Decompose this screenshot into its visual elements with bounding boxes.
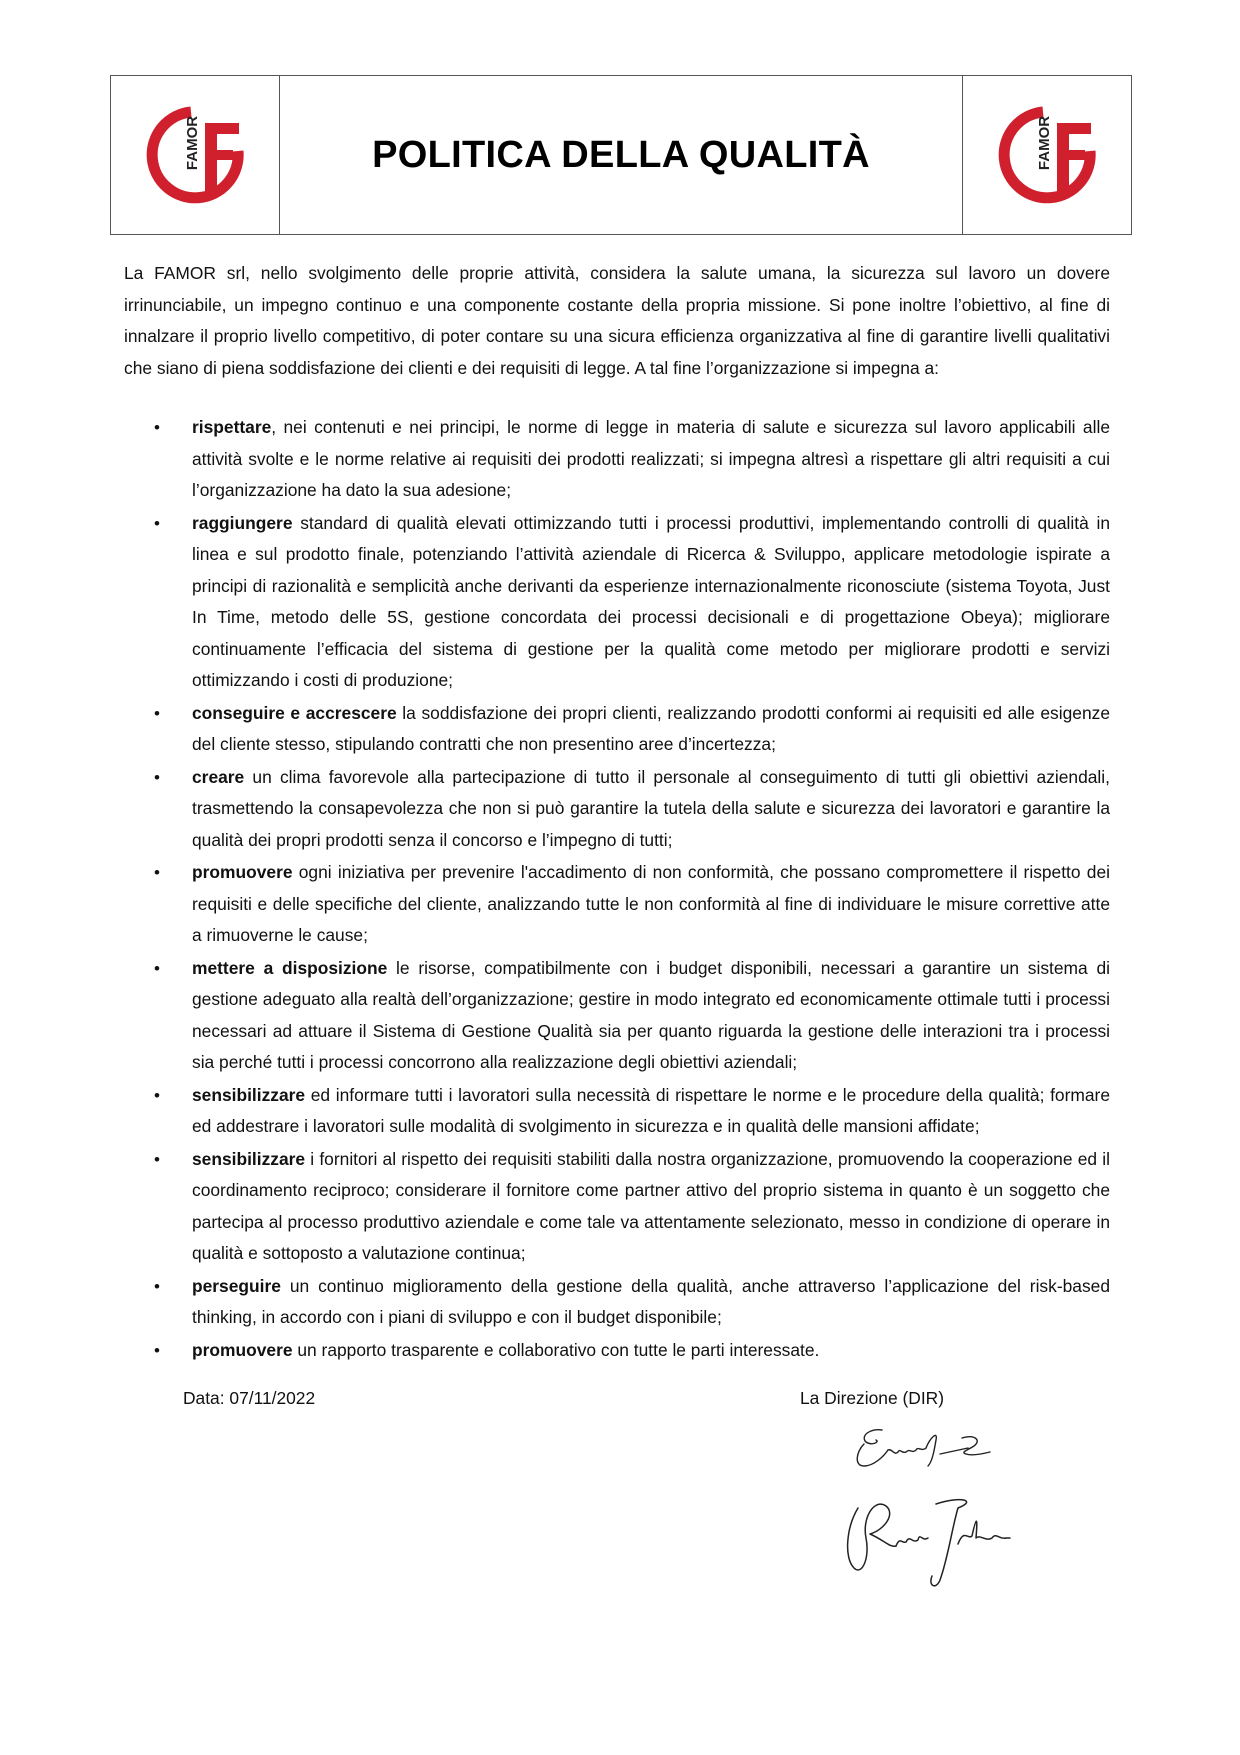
bullet-icon: • [154, 418, 160, 437]
list-item [124, 1144, 1110, 1270]
logo-cell-left [111, 76, 280, 234]
signature-2 [848, 1500, 1010, 1586]
item-lead: perseguire [192, 1275, 281, 1296]
item-text: standard di qualità elevati ottimizzando tutti i processi produttivi, implementando controlli di qualità in linea e sul prodotto finale, potenziando l’attività aziendale di Ricerca & Sviluppo, applicare metodologie ispirate a principi di razionalità e semplicità anche derivanti da esperienze internazionalmente riconosciute (sistema Toyota, Just In Time, metodo delle 5S, gestione concordata dei processi decisionali e di progettazione Obeya); migliorare continuamente l’efficacia del sistema di gestione per la qualità come metodo per migliorare prodotti e servizi ottimizzando i costi di produzione; [192, 512, 1110, 690]
list-item [124, 1080, 1110, 1143]
signature-1 [857, 1430, 990, 1466]
list-item [124, 762, 1110, 857]
logo-cell-right [962, 76, 1131, 234]
header-table [110, 75, 1132, 235]
list-item [124, 1271, 1110, 1334]
document-date: Data: 07/11/2022 [183, 1388, 316, 1408]
item-text: ogni iniziativa per prevenire l'accadimento di non conformità, che possano compromettere il rispetto dei requisiti e delle specifiche del cliente, analizzando tutte le non conformità al fine di individuare le misure correttive atte a rimuoverne le cause; [192, 862, 1110, 945]
page-title: POLITICA DELLA QUALITÀ [372, 133, 870, 176]
item-text: la soddisfazione dei propri clienti, realizzando prodotti conformi ai requisiti ed alle esigenze del cliente stesso, stipulando contratti che non presentino aree d’incertezza; [192, 702, 1110, 754]
item-text: un continuo miglioramento della gestione della qualità, anche attraverso l’applicazione del risk-based thinking, in accordo con i piani di sviluppo e con il budget disponibile; [192, 1275, 1110, 1327]
bullet-icon: • [154, 863, 160, 882]
item-lead: rispettare [192, 417, 272, 437]
item-text: ed informare tutti i lavoratori sulla necessità di rispettare le norme e le procedure della qualità; formare ed addestrare i lavoratori sulle modalità di svolgimento in sicurezza e in qualità delle mansioni affidate; [192, 1084, 1110, 1136]
bullet-icon: • [154, 513, 160, 533]
item-lead: promuovere [192, 1339, 293, 1360]
item-lead: creare [192, 766, 245, 787]
item-lead: raggiungere [192, 512, 293, 533]
signatory-label: La Direzione (DIR) [800, 1388, 944, 1408]
item-lead: sensibilizzare [192, 1084, 306, 1105]
bullet-icon: • [154, 1149, 160, 1169]
list-item [124, 508, 1110, 697]
item-text: un rapporto trasparente e collaborativo con tutte le parti interessate. [292, 1339, 820, 1360]
list-item [124, 857, 1110, 952]
item-text: le risorse, compatibilmente con i budget disponibili, necessari a garantire un sistema di gestione adeguato alla realtà dell’organizzazione; gestire in modo integrato ed economicamente ottimale tutti i processi necessari ad attuare il Sistema di Gestione Qualità sia per quanto riguarda la gestione delle interazioni tra i processi sia perché tutti i processi concorrono alla realizzazione degli obiettivi aziendali; [192, 957, 1110, 1072]
item-text: un clima favorevole alla partecipazione di tutto il personale al conseguimento di tutti gli obiettivi aziendali, trasmettendo la consapevolezza che non si può garantire la tutela della salute e sicurezza dei lavoratori e garantire la qualità dei propri prodotti senza il concorso e l’impegno di tutti; [192, 766, 1110, 850]
list-item [124, 953, 1110, 1079]
logo-text: FAMOR [184, 115, 201, 171]
bullet-icon: • [154, 958, 160, 978]
item-lead: mettere a disposizione [192, 957, 388, 978]
commitments-list [124, 412, 1110, 1367]
bullet-icon: • [154, 1276, 160, 1296]
handwritten-signatures [840, 1418, 1040, 1593]
item-text: i fornitori al rispetto dei requisiti stabiliti dalla nostra organizzazione, promuovendo la cooperazione ed il coordinamento reciproco; considerare il fornitore come partner attivo del proprio sistema in quanto è un soggetto che partecipa al processo produttivo aziendale e come tale va attentamente selezionato, messo in condizione di operare in qualità e sottoposto a valutazione continua; [192, 1148, 1110, 1263]
item-lead: sensibilizzare [192, 1148, 306, 1169]
list-item [124, 698, 1110, 761]
list-item [124, 412, 1110, 507]
logo-text: FAMOR [1036, 115, 1053, 171]
famor-logo-right [991, 105, 1103, 205]
list-item [124, 1335, 1110, 1367]
item-text: , nei contenuti e nei principi, le norme di legge in materia di salute e sicurezza sul lavoro applicabili alle attività svolte e le norme relative ai requisiti dei prodotti realizzati; si impegna altresì a rispettare gli altri requisiti a cui l’organizzazione ha dato la sua adesione; [192, 417, 1110, 500]
bullet-icon: • [154, 1085, 160, 1105]
bullet-icon: • [154, 767, 160, 787]
item-lead: conseguire e accrescere [192, 702, 397, 723]
title-cell [280, 76, 962, 234]
item-lead: promuovere [192, 862, 293, 882]
intro-paragraph: La FAMOR srl, nello svolgimento delle proprie attività, considera la salute umana, la sicurezza sul lavoro un dovere irrinunciabile, un impegno continuo e una componente costante della propria missione. Si pone inoltre l’obiettivo, al fine di innalzare il proprio livello competitivo, di poter contare su una sicura efficienza organizzativa al fine di garantire livelli qualitativi che siano di piena soddisfazione dei clienti e dei requisiti di legge. A tal fine l’organizzazione si impegna a: [124, 263, 1110, 378]
famor-logo-left [139, 105, 251, 205]
bullet-icon: • [154, 703, 160, 723]
bullet-icon: • [154, 1340, 160, 1360]
